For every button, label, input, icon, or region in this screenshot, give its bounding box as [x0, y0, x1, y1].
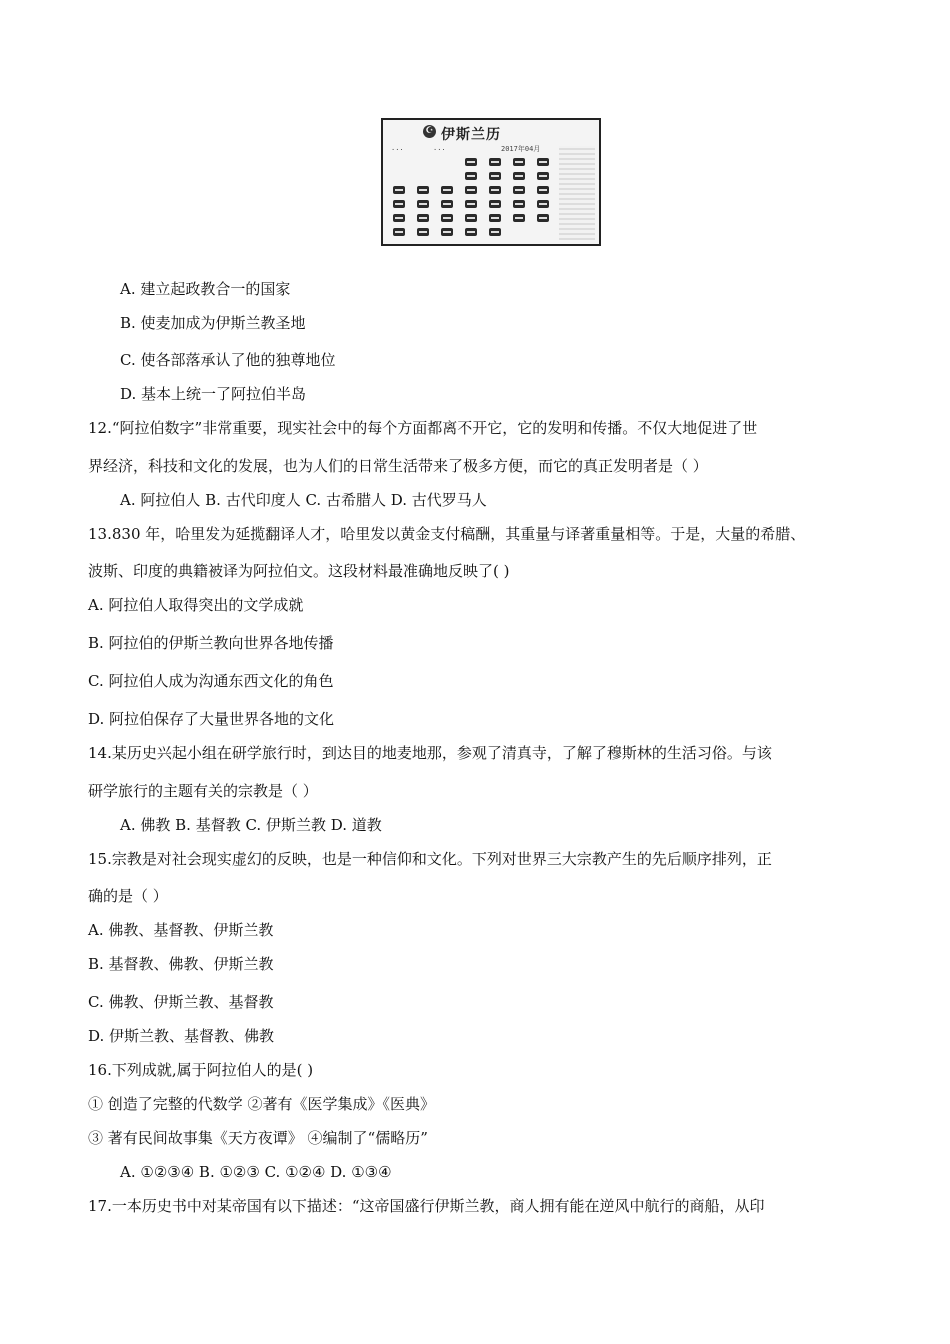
q13-option-d: D. 阿拉伯保存了大量世界各地的文化: [88, 710, 335, 728]
calendar-header-mid: ...: [433, 144, 446, 152]
calendar-day-cell: [489, 172, 501, 180]
calendar-day-cell: [441, 214, 453, 222]
calendar-day-cell: [465, 172, 477, 180]
calendar-day-cell: [465, 186, 477, 194]
q11-option-b: B. 使麦加成为伊斯兰教圣地: [120, 314, 306, 332]
q15-stem-line1: 15.宗教是对社会现实虚幻的反映，也是一种信仰和文化。下列对世界三大宗教产生的先后顺序排列，正: [88, 850, 772, 868]
calendar-day-cell: [537, 158, 549, 166]
calendar-day-cell: [417, 200, 429, 208]
q16-stem: 16.下列成就,属于阿拉伯人的是( ): [88, 1061, 314, 1079]
calendar-day-cell: [489, 228, 501, 236]
q12-options: A. 阿拉伯人 B. 古代印度人 C. 古希腊人 D. 古代罗马人: [120, 491, 487, 509]
calendar-day-cell: [393, 214, 405, 222]
calendar-day-cell: [513, 214, 525, 222]
calendar-day-cell: [417, 186, 429, 194]
calendar-day-cell: [393, 186, 405, 194]
q16-items-line2: ③ 著有民间故事集《天方夜谭》 ④编制了“儒略历”: [88, 1129, 428, 1147]
calendar-day-cell: [441, 186, 453, 194]
calendar-day-cell: [417, 214, 429, 222]
islamic-calendar-image: [381, 118, 601, 246]
calendar-day-cell: [441, 228, 453, 236]
q15-option-a: A. 佛教、基督教、伊斯兰教: [88, 921, 274, 939]
q11-option-d: D. 基本上统一了阿拉伯半岛: [120, 385, 307, 403]
q15-option-b: B. 基督教、佛教、伊斯兰教: [88, 955, 274, 973]
calendar-day-cell: [513, 172, 525, 180]
calendar-day-cell: [465, 228, 477, 236]
calendar-day-cell: [537, 172, 549, 180]
calendar-day-cell: [537, 200, 549, 208]
calendar-title: 伊斯兰历: [441, 127, 501, 143]
calendar-day-cell: [513, 200, 525, 208]
calendar-day-cell: [513, 186, 525, 194]
calendar-header-date: 2017年04月: [501, 145, 541, 153]
q14-stem-line2: 研学旅行的主题有关的宗教是（ ）: [88, 782, 318, 800]
q11-option-c: C. 使各部落承认了他的独尊地位: [120, 351, 336, 369]
q11-option-a: A. 建立起政教合一的国家: [120, 280, 291, 298]
calendar-day-cell: [513, 158, 525, 166]
calendar-day-cell: [393, 228, 405, 236]
q15-option-c: C. 佛教、伊斯兰教、基督教: [88, 993, 274, 1011]
q13-stem-line1: 13.830 年，哈里发为延揽翻译人才，哈里发以黄金支付稿酬，其重量与译著重量相等。于是，大量的希腊、: [88, 525, 806, 543]
crescent-emblem-icon: ☪: [423, 125, 436, 138]
calendar-day-cell: [489, 200, 501, 208]
calendar-day-cell: [417, 228, 429, 236]
q13-option-c: C. 阿拉伯人成为沟通东西文化的角色: [88, 672, 334, 690]
q14-options: A. 佛教 B. 基督教 C. 伊斯兰教 D. 道教: [120, 816, 382, 834]
calendar-day-cell: [537, 214, 549, 222]
calendar-day-cell: [465, 158, 477, 166]
q15-option-d: D. 伊斯兰教、基督教、佛教: [88, 1027, 275, 1045]
calendar-day-cell: [489, 214, 501, 222]
calendar-day-cell: [489, 186, 501, 194]
q12-stem-line1: 12.“阿拉伯数字”非常重要，现实社会中的每个方面都离不开它，它的发明和传播。不仅大地促进了世: [88, 419, 758, 437]
calendar-day-cell: [393, 200, 405, 208]
q13-option-b: B. 阿拉伯的伊斯兰教向世界各地传播: [88, 634, 334, 652]
calendar-day-cell: [441, 200, 453, 208]
calendar-header-left: ...: [391, 144, 404, 152]
calendar-side-panel: [559, 146, 595, 240]
calendar-day-cell: [465, 200, 477, 208]
calendar-day-cell: [465, 214, 477, 222]
q12-stem-line2: 界经济，科技和文化的发展，也为人们的日常生活带来了极多方便，而它的真正发明者是（ ）: [88, 457, 708, 475]
q13-stem-line2: 波斯、印度的典籍被译为阿拉伯文。这段材料最准确地反映了( ): [88, 562, 510, 580]
q14-stem-line1: 14.某历史兴起小组在研学旅行时，到达目的地麦地那，参观了清真寺，了解了穆斯林的生活习俗。与该: [88, 744, 772, 762]
calendar-day-cell: [489, 158, 501, 166]
q13-option-a: A. 阿拉伯人取得突出的文学成就: [88, 596, 304, 614]
q16-options: A. ①②③④ B. ①②③ C. ①②④ D. ①③④: [120, 1163, 392, 1181]
q15-stem-line2: 确的是（ ）: [88, 887, 168, 905]
q17-stem-line1: 17.一本历史书中对某帝国有以下描述：“这帝国盛行伊斯兰教，商人拥有能在逆风中航行的商船，从印: [88, 1197, 765, 1215]
q16-items-line1: ① 创造了完整的代数学 ②著有《医学集成》《医典》: [88, 1095, 436, 1113]
calendar-day-cell: [537, 186, 549, 194]
